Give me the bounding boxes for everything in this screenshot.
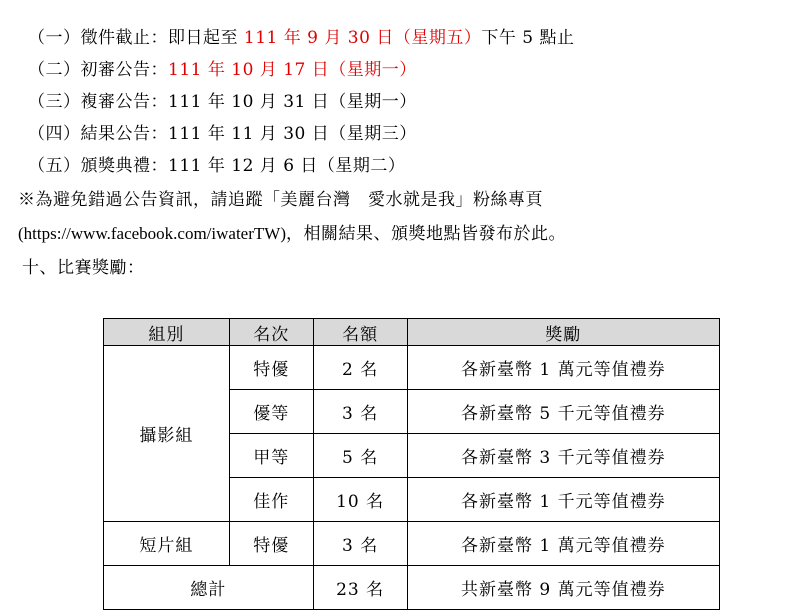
reward-cell: 各新臺幣 5 千元等值禮券	[407, 390, 719, 434]
rank-cell: 優等	[229, 390, 313, 434]
facebook-url-link[interactable]: (https://www.facebook.com/iwaterTW)	[18, 224, 286, 243]
table-total-row	[104, 566, 720, 610]
schedule-suffix: 下午 5 點止	[481, 28, 575, 48]
header-group: 組別	[104, 319, 230, 346]
schedule-marker: （四）	[28, 124, 81, 144]
header-quota: 名額	[313, 319, 407, 346]
quota-cell: 10 名	[313, 478, 407, 522]
table-header-row	[104, 319, 720, 346]
reward-cell: 各新臺幣 1 千元等值禮券	[407, 478, 719, 522]
schedule-date: 111 年 12 月 6 日（星期二）	[168, 156, 406, 176]
awards-table	[103, 318, 720, 610]
schedule-item-first-review	[28, 58, 417, 82]
schedule-marker: （三）	[28, 92, 81, 112]
rank-cell: 甲等	[229, 434, 313, 478]
schedule-item-second-review	[28, 90, 417, 114]
notice-line-1: ※為避免錯過公告資訊，請追蹤「美麗台灣 愛水就是我」粉絲專頁	[18, 190, 543, 210]
quota-cell: 3 名	[313, 390, 407, 434]
quota-cell: 2 名	[313, 346, 407, 390]
total-reward-cell: 共新臺幣 9 萬元等值禮券	[407, 566, 719, 610]
reward-cell: 各新臺幣 1 萬元等值禮券	[407, 522, 719, 566]
schedule-marker: （五）	[28, 156, 81, 176]
schedule-label: 結果公告：	[80, 124, 168, 144]
schedule-marker: （二）	[28, 60, 81, 80]
schedule-item-result	[28, 122, 417, 146]
table-row	[104, 522, 720, 566]
rank-cell: 佳作	[229, 478, 313, 522]
schedule-item-deadline	[28, 26, 574, 50]
notice-tail: ，相關結果、頒獎地點皆發布於此。	[285, 224, 566, 244]
rank-cell: 特優	[229, 346, 313, 390]
group-cell-short-film: 短片組	[104, 522, 230, 566]
schedule-label: 初審公告：	[80, 60, 168, 80]
schedule-date: 111 年 11 月 30 日（星期三）	[168, 124, 417, 144]
reward-cell: 各新臺幣 1 萬元等值禮券	[407, 346, 719, 390]
schedule-marker: （一）	[28, 28, 81, 48]
group-cell-photo: 攝影組	[104, 346, 230, 522]
schedule-prefix: 即日起至	[168, 28, 244, 48]
schedule-label: 複審公告：	[80, 92, 168, 112]
reward-cell: 各新臺幣 3 千元等值禮券	[407, 434, 719, 478]
schedule-label: 徵件截止：	[80, 28, 168, 48]
header-reward: 獎勵	[407, 319, 719, 346]
rank-cell: 特優	[229, 522, 313, 566]
schedule-date: 111 年 10 月 17 日（星期一）	[168, 60, 417, 80]
schedule-item-ceremony	[28, 154, 405, 178]
table-row	[104, 346, 720, 390]
total-quota-cell: 23 名	[313, 566, 407, 610]
quota-cell: 5 名	[313, 434, 407, 478]
section-heading: 十、比賽獎勵：	[22, 258, 145, 278]
total-label-cell: 總計	[104, 566, 314, 610]
schedule-date: 111 年 10 月 31 日（星期一）	[168, 92, 417, 112]
notice-line-2	[18, 222, 566, 246]
quota-cell: 3 名	[313, 522, 407, 566]
header-rank: 名次	[229, 319, 313, 346]
schedule-date: 111 年 9 月 30 日（星期五）	[243, 28, 482, 48]
schedule-label: 頒獎典禮：	[80, 156, 168, 176]
